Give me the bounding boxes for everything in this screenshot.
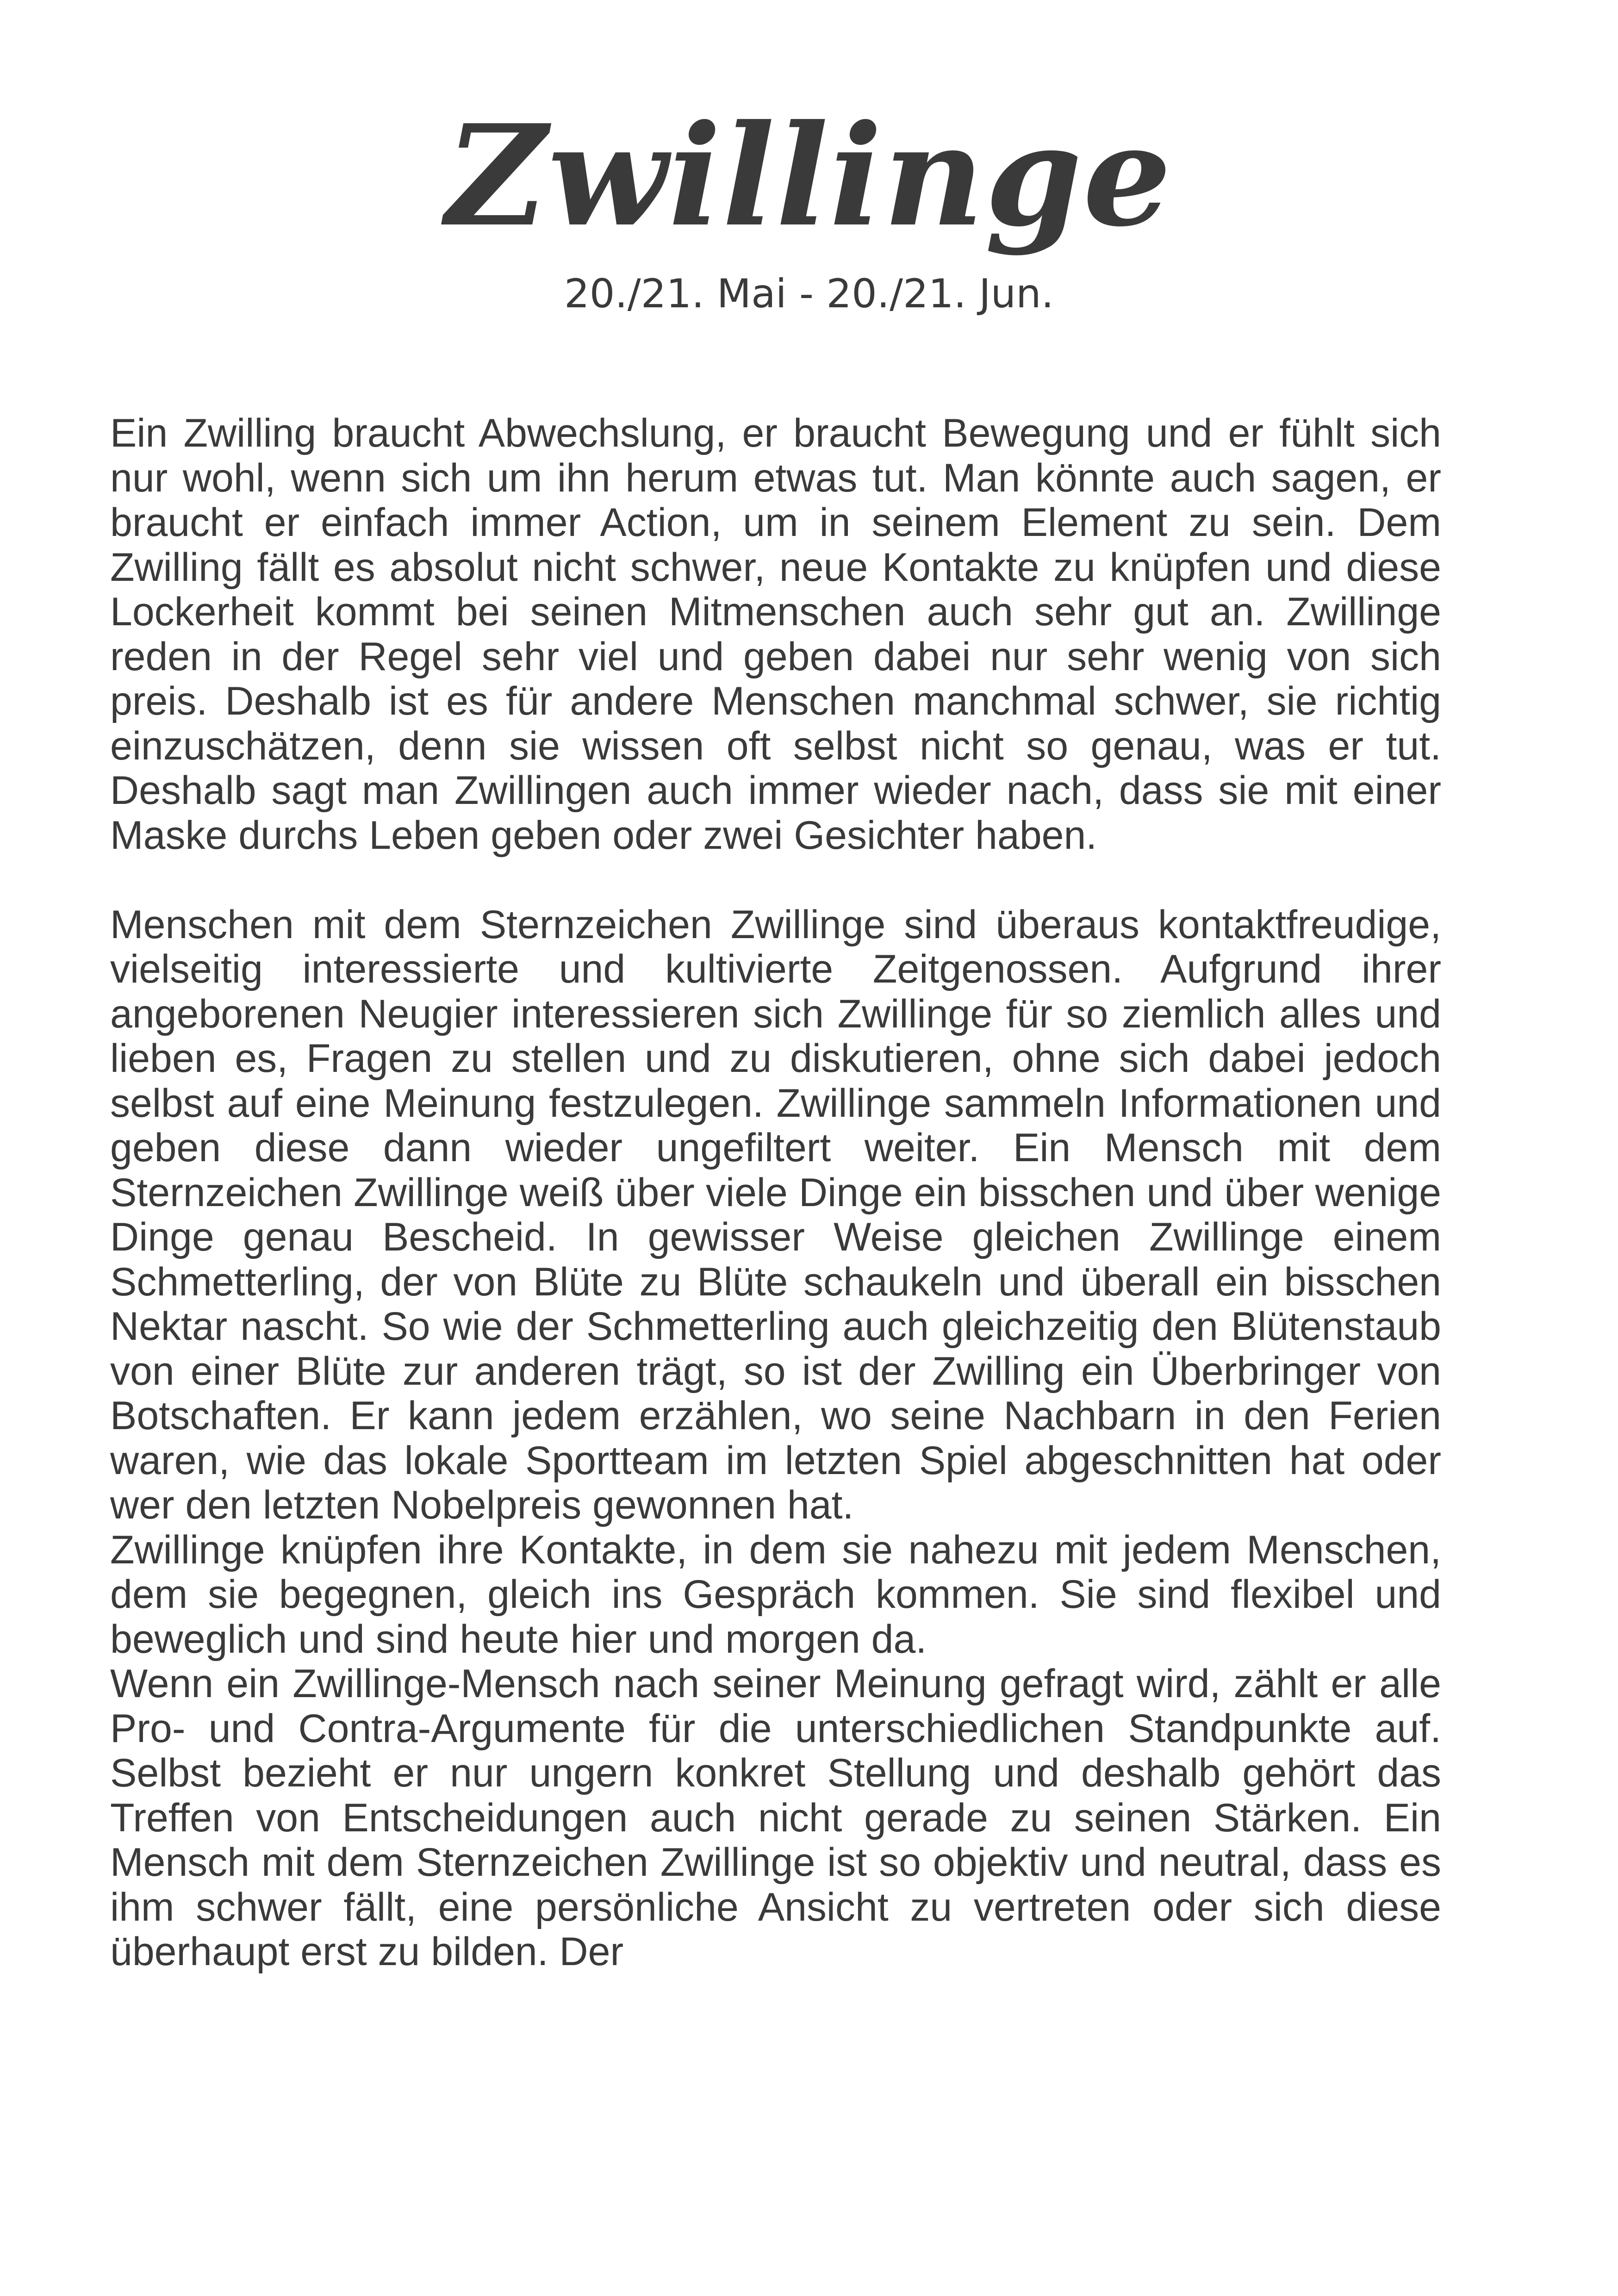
paragraph-4: Wenn ein Zwillinge-Mensch nach seiner Meinung gefragt wird, zählt er alle Pro- und Contra-Argumente für die unterschiedlichen Standpunkte auf. Selbst bezieht er nur ungern konkret Stellung und deshalb gehört das Treffen von Entscheidungen auch nicht gerade zu seinen Stärken. Ein Mensch mit dem Sternzeichen Zwillinge ist so objektiv und neutral, dass es ihm schwer fällt, eine persönliche Ansicht zu vertreten oder sich diese überhaupt erst zu bilden. Der — [110, 1661, 1441, 1974]
paragraph-3: Zwillinge knüpfen ihre Kontakte, in dem sie nahezu mit jedem Menschen, dem sie begegnen, gleich ins Gespräch kommen. Sie sind flexibel und beweglich und sind heute hier und morgen da. — [110, 1527, 1441, 1661]
page-title: Zwillinge — [446, 94, 1172, 257]
paragraph-1: Ein Zwilling braucht Abwechslung, er braucht Bewegung und er fühlt sich nur wohl, wenn sich um ihn herum etwas tut. Man könnte auch sagen, er braucht er einfach immer Action, um in seinem Element zu sein. Dem Zwilling fällt es absolut nicht schwer, neue Kontakte zu knüpfen und diese Lockerheit kommt bei seinen Mitmenschen auch sehr gut an. Zwillinge reden in der Regel sehr viel und geben dabei nur sehr wenig von sich preis. Deshalb ist es für andere Menschen manchmal schwer, sie richtig einzuschätzen, denn sie wissen oft selbst nicht so genau, was er tut. Deshalb sagt man Zwillingen auch immer wieder nach, dass sie mit einer Maske durchs Leben geben oder zwei Gesichter haben. — [110, 411, 1441, 858]
body-text — [110, 411, 1441, 1974]
date-range: 20./21. Mai - 20./21. Jun. — [564, 271, 1054, 317]
paragraph-2: Menschen mit dem Sternzeichen Zwillinge sind überaus kontaktfreudige, vielseitig interessierte und kultivierte Zeitgenossen. Aufgrund ihrer angeborenen Neugier interessieren sich Zwillinge für so ziemlich alles und lieben es, Fragen zu stellen und zu diskutieren, ohne sich dabei jedoch selbst auf eine Meinung festzulegen. Zwillinge sammeln Informationen und geben diese dann wieder ungefiltert weiter. Ein Mensch mit dem Sternzeichen Zwillinge weiß über viele Dinge ein bisschen und über wenige Dinge genau Bescheid. In gewisser Weise gleichen Zwillinge einem Schmetterling, der von Blüte zu Blüte schaukeln und überall ein bisschen Nektar nascht. So wie der Schmetterling auch gleichzeitig den Blütenstaub von einer Blüte zur anderen trägt, so ist der Zwilling ein Überbringer von Botschaften. Er kann jedem erzählen, wo seine Nachbarn in den Ferien waren, wie das lokale Sportteam im letzten Spiel abgeschnitten hat oder wer den letzten Nobelpreis gewonnen hat. — [110, 902, 1441, 1527]
